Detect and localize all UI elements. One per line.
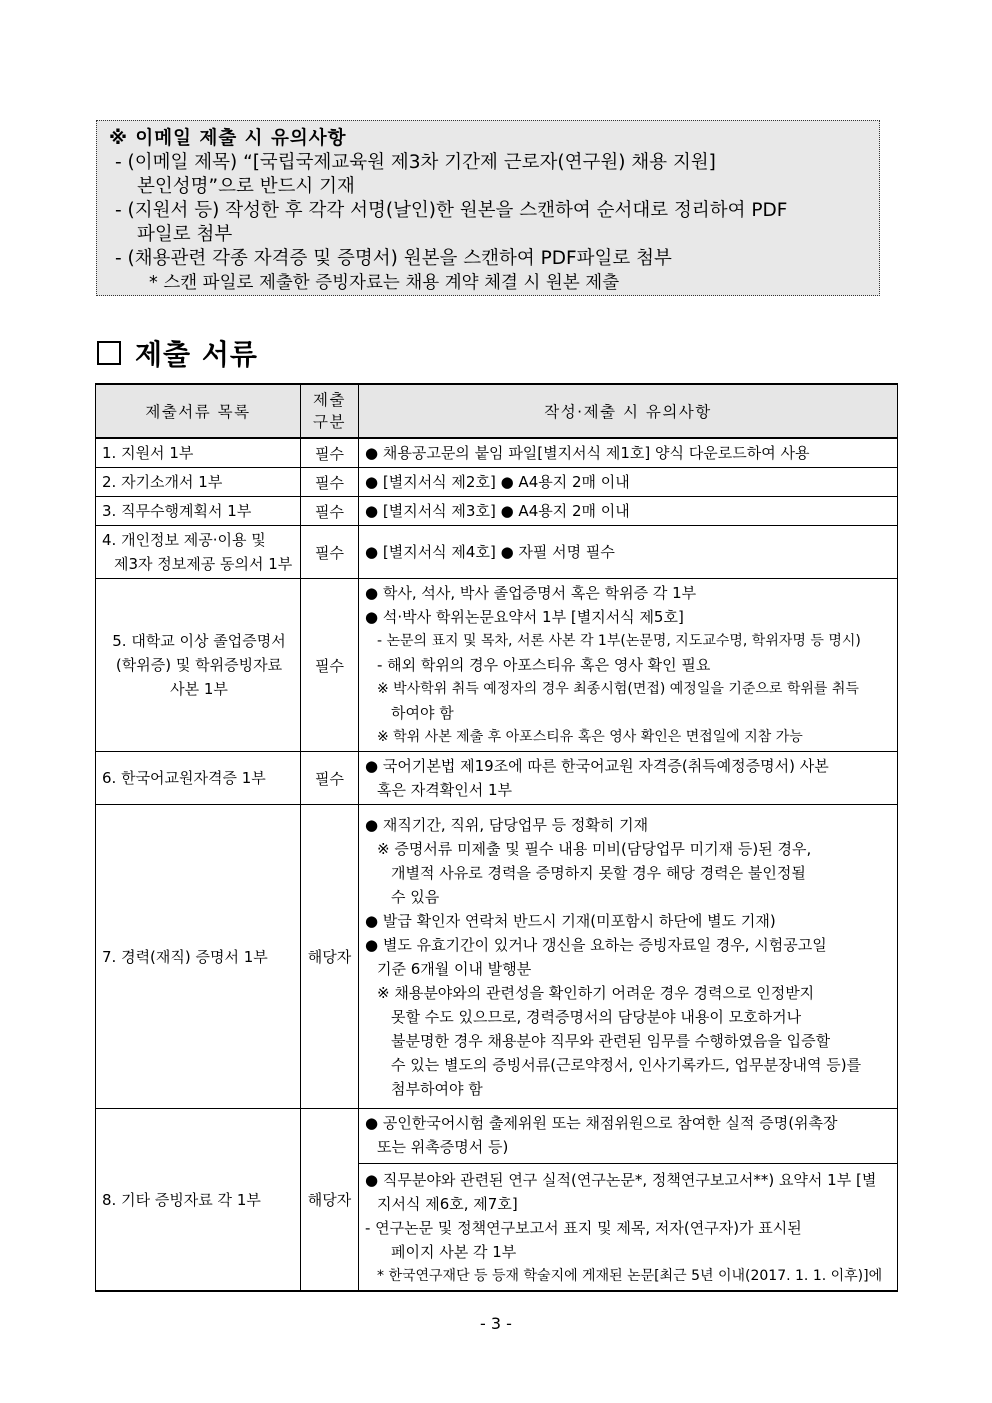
table-row (96, 497, 898, 526)
doc-req: 필수 (301, 526, 359, 579)
doc-name: 7. 경력(재직) 증명서 1부 (96, 805, 301, 1109)
doc-name: 6. 한국어교원자격증 1부 (96, 752, 301, 805)
doc-notes: ● [별지서식 제3호] ● A4용지 2매 이내 (359, 497, 898, 526)
table-header-row (96, 384, 898, 438)
header-notes: 작성·제출 시 유의사항 (359, 384, 898, 438)
email-notice-box (96, 120, 880, 296)
doc-req: 해당자 (301, 1109, 359, 1292)
documents-table (95, 383, 898, 1292)
doc-name: 4. 개인정보 제공·이용 및 제3자 정보제공 동의서 1부 (96, 526, 301, 579)
doc-name: 2. 자기소개서 1부 (96, 468, 301, 497)
notes-subsection: ● 공인한국어시험 출제위원 또는 채점위원으로 참여한 실적 증명(위촉장 또는 위촉증명서 등) (359, 1111, 897, 1164)
page-number: - 3 - (480, 1314, 512, 1333)
section-title: 제출 서류 (135, 338, 258, 371)
header-doc-list: 제출서류 목록 (96, 384, 301, 438)
header-submission-type: 제출 구분 (301, 384, 359, 438)
table-row (96, 1109, 898, 1292)
doc-notes: ● 재직기간, 직위, 담당업무 등 정확히 기재 ※ 증명서류 미제출 및 필수 내용 미비(담당업무 미기재 등)된 경우, 개별적 사유로 경력을 증명하지 못할 경우 해당 경력은 불인정될 수 있음 ● 발급 확인자 연락처 반드시 기재(미포함시 하단에 별도 기재) ● 별도 유효기간이 있거나 갱신을 요하는 증빙자료일 경우, 시험공고일 기준 6개월 이내 발행분 ※ 채용분야와의 관련성을 확인하기 어려운 경우 경력으로 인정받지 못할 수도 있으므로, 경력증명서의 담당분야 내용이 모호하거나 불분명한 경우 채용분야 직무와 관련된 임무를 수행하였음을 입증할 수 있는 별도의 증빙서류(근로약정서, 인사기록카드, 업무분장내역 등)를 첨부하여야 함 (359, 805, 898, 1109)
doc-req: 필수 (301, 579, 359, 752)
table-row (96, 752, 898, 805)
doc-notes: ● 국어기본법 제19조에 따른 한국어교원 자격증(취득예정증명서) 사본 혹은 자격확인서 1부 (359, 752, 898, 805)
table-row (96, 468, 898, 497)
doc-notes: ● [별지서식 제4호] ● 자필 서명 필수 (359, 526, 898, 579)
doc-req: 필수 (301, 497, 359, 526)
doc-req: 필수 (301, 752, 359, 805)
doc-name: 3. 직무수행계획서 1부 (96, 497, 301, 526)
table-row (96, 805, 898, 1109)
doc-name: 8. 기타 증빙자료 각 1부 (96, 1109, 301, 1292)
notice-line: 파일로 첨부 (137, 224, 233, 245)
doc-req: 필수 (301, 438, 359, 468)
notice-line: - (이메일 제목) “[국립국제교육원 제3차 기간제 근로자(연구원) 채용 지원] (115, 152, 716, 173)
table-row (96, 438, 898, 468)
doc-notes: ● [별지서식 제2호] ● A4용지 2매 이내 (359, 468, 898, 497)
table-row (96, 526, 898, 579)
notice-line: 본인성명”으로 반드시 기재 (137, 176, 355, 197)
doc-req: 필수 (301, 468, 359, 497)
table-row (96, 579, 898, 752)
doc-notes: ● 학사, 석사, 박사 졸업증명서 혹은 학위증 각 1부 ● 석·박사 학위논문요약서 1부 [별지서식 제5호] - 논문의 표지 및 목차, 서론 사본 각 1부(논문명, 지도교수명, 학위자명 등 명시) - 해외 학위의 경우 아포스티유 혹은 영사 확인 필요 ※ 박사학위 취득 예정자의 경우 최종시험(면접) 예정일을 기준으로 학위를 취득 하여야 함 ※ 학위 사본 제출 후 아포스티유 혹은 영사 확인은 면접일에 지참 가능 (359, 579, 898, 752)
notice-line: - (지원서 등) 작성한 후 각각 서명(날인)한 원본을 스캔하여 순서대로 정리하여 PDF (115, 200, 788, 221)
notice-title: ※ 이메일 제출 시 유의사항 (109, 128, 347, 149)
doc-name: 5. 대학교 이상 졸업증명서 (학위증) 및 학위증빙자료 사본 1부 (96, 579, 301, 752)
doc-name: 1. 지원서 1부 (96, 438, 301, 468)
doc-notes: ● 채용공고문의 붙임 파일[별지서식 제1호] 양식 다운로드하여 사용 (359, 438, 898, 468)
notice-footnote: * 스캔 파일로 제출한 증빙자료는 채용 계약 체결 시 원본 제출 (149, 273, 620, 293)
doc-req: 해당자 (301, 805, 359, 1109)
section-heading (97, 333, 258, 373)
notice-line: - (채용관련 각종 자격증 및 증명서) 원본을 스캔하여 PDF파일로 첨부 (115, 248, 672, 269)
notes-subsection: ● 직무분야와 관련된 연구 실적(연구논문*, 정책연구보고서**) 요약서 1부 [별 지서식 제6호, 제7호] - 연구논문 및 정책연구보고서 표지 및 제목, 저자(연구자)가 표시된 페이지 사본 각 1부 * 한국연구재단 등 등재 학술지에 게재된 논문[최근 5년 이내(2017. 1. 1. 이후)]에 (365, 1171, 883, 1284)
square-bullet-icon (97, 341, 121, 365)
doc-notes (359, 1109, 898, 1292)
